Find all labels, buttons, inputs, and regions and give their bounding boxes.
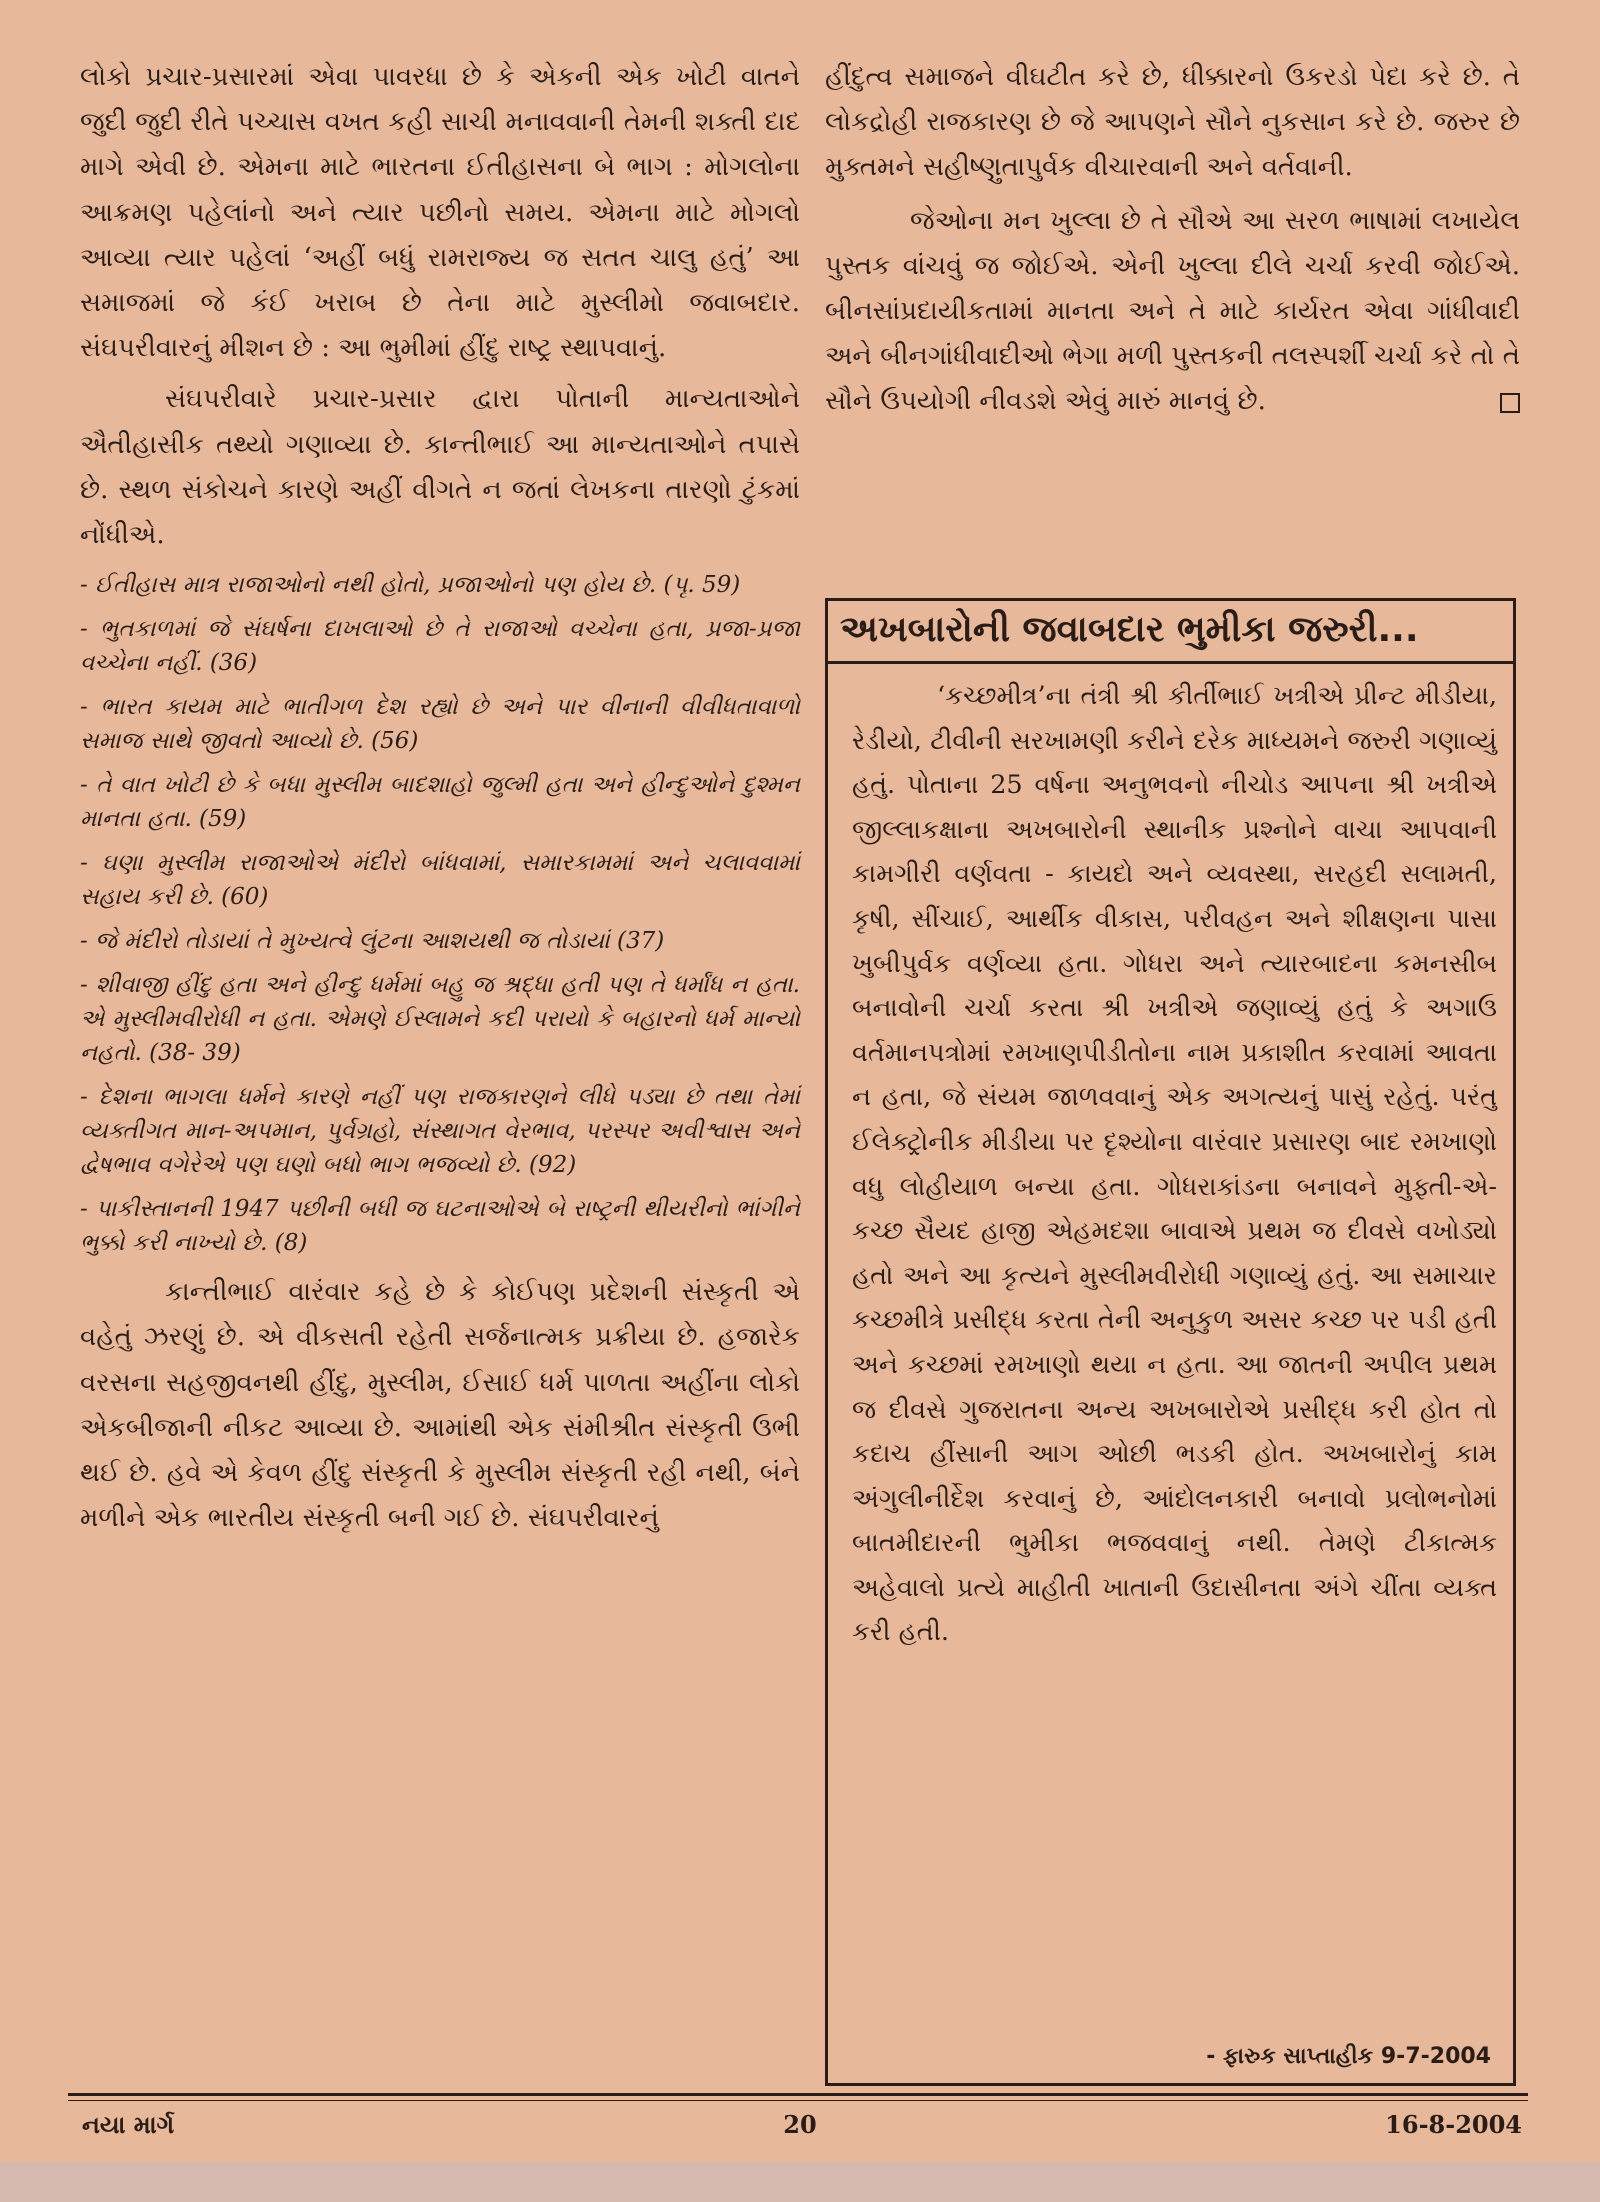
right-column — [825, 55, 1520, 425]
sidebar-box-title: અખબારોની જવાબદાર ભુમીકા જરુરી... — [828, 601, 1513, 664]
end-of-article-icon — [1500, 393, 1520, 413]
sidebar-box-text: ‘કચ્છમીત્ર’ના તંત્રી શ્રી કીર્તીભાઈ ખત્રીએ પ્રીન્ટ મીડીયા, રેડીયો, ટીવીની સરખામણી કરીને દરેક માધ્યમને જરુરી ગણાવ્યું હતું. પોતાના 25 વર્ષના અનુભવનો નીચોડ આપના શ્રી ખત્રીએ જીલ્લાકક્ષાના અખબારોની સ્થાનીક પ્રશ્નોને વાચા આપવાની કામગીરી વર્ણવતા - કાયદો અને વ્યવસ્થા, સરહદી સલામતી, કૃષી, સીંચાઈ, આર્થીક વીકાસ, પરીવહન અને શીક્ષણના પાસા ખુબીપુર્વક વર્ણવ્યા હતા. ગોધરા અને ત્યારબાદના કમનસીબ બનાવોની ચર્ચા કરતા શ્રી ખત્રીએ જણાવ્યું હતું કે અગાઉ વર્તમાનપત્રોમાં રમખાણપીડીતોના નામ પ્રકાશીત કરવામાં આવતા ન હતા, જે સંયમ જાળવવાનું એક અગત્યનું પાસું રહેતું. પરંતુ ઈલેક્ટ્રોનીક મીડીયા પર દૃશ્યોના વારંવાર પ્રસારણ બાદ રમખાણો વધુ લોહીયાળ બન્યા હતા. ગોધરાકાંડના બનાવને મુફ્તી-એ-કચ્છ સૈયદ હાજી એહમદશા બાવાએ પ્રથમ જ દીવસે વખોડ્યો હતો અને આ કૃત્યને મુસ્લીમવીરોધી ગણાવ્યું હતું. આ સમાચાર કચ્છમીત્રે પ્રસીદ્ધ કરતા તેની અનુકુળ અસર કચ્છ પર પડી હતી અને કચ્છમાં રમખાણો થયા ન હતા. આ જાતની અપીલ પ્રથમ જ દીવસે ગુજરાતના અન્ય અખબારોએ પ્રસીદ્ધ કરી હોત તો કદાચ હીંસાની આગ ઓછી ભડકી હોત. અખબારોનું કામ અંગુલીનીર્દેશ કરવાનું છે, આંદોલનકારી બનાવો પ્રલોભનોમાં બાતમીદારની ભુમીકા ભજવવાનું નથી. તેમણે ટીકાત્મક અહેવાલો પ્રત્યે માહીતી ખાતાની ઉદાસીનતા અંગે ચીંતા વ્યક્ત કરી હતી. — [852, 681, 1497, 1648]
footer-rule-thin — [68, 2100, 1528, 2101]
left-paragraph-1: લોકો પ્રચાર-પ્રસારમાં એવા પાવરધા છે કે એકની એક ખોટી વાતને જુદી જુદી રીતે પચ્ચાસ વખત કહી સાચી મનાવવાની તેમની શક્તી દાદ માગે એવી છે. એમના માટે ભારતના ઈતીહાસના બે ભાગ : મોગલોના આક્રમણ પહેલાંનો અને ત્યાર પછીનો સમય. એમના માટે મોગલો આવ્યા ત્યાર પહેલાં ‘અહીં બધું રામરાજ્ય જ સતત ચાલુ હતું’ આ સમાજમાં જે કંઈ ખરાબ છે તેના માટે મુસ્લીમો જવાબદાર. સંઘપરીવારનું મીશન છે : આ ભુમીમાં હીંદુ રાષ્ટ્ર સ્થાપવાનું. — [80, 62, 800, 364]
right-paragraph-2 — [825, 199, 1520, 425]
issue-date: 16-8-2004 — [1385, 2110, 1522, 2139]
sidebar-box-body — [828, 664, 1513, 1655]
page-number: 20 — [783, 2110, 817, 2139]
right-paragraph-1: હીંદુત્વ સમાજને વીઘટીત કરે છે, ધીક્કારનો ઉકરડો પેદા કરે છે. તે લોકદ્રોહી રાજકારણ છે જે આપણને સૌને નુકસાન કરે છે. જરુર છે મુક્તમને સહીષ્ણુતાપુર્વક વીચારવાની અને વર્તવાની. — [825, 62, 1520, 183]
footer-rule — [68, 2093, 1528, 2096]
finding-item: - ભુતકાળમાં જે સંઘર્ષના દાખલાઓ છે તે રાજાઓ વચ્ચેના હતા, પ્રજા-પ્રજા વચ્ચેના નહીં. (36) — [80, 616, 800, 677]
finding-item: - તે વાત ખોટી છે કે બધા મુસ્લીમ બાદશાહો જુલ્મી હતા અને હીન્દુઓને દુશ્મન માનતા હતા. (59) — [80, 772, 800, 833]
finding-item: - ભારત કાયમ માટે ભાતીગળ દેશ રહ્યો છે અને પાર વીનાની વીવીધતાવાળો સમાજ સાથે જીવતો આવ્યો છે. (56) — [80, 694, 800, 755]
left-paragraph-3: કાન્તીભાઈ વારંવાર કહે છે કે કોઈપણ પ્રદેશની સંસ્કૃતી એ વહેતું ઝરણું છે. એ વીકસતી રહેતી સર્જનાત્મક પ્રક્રીયા છે. હજારેક વરસના સહજીવનથી હીંદુ, મુસ્લીમ, ઈસાઈ ધર્મ પાળતા અહીંના લોકો એકબીજાની નીકટ આવ્યા છે. આમાંથી એક સંમીશ્રીત સંસ્કૃતી ઉભી થઈ છે. હવે એ કેવળ હીંદુ સંસ્કૃતી કે મુસ્લીમ સંસ્કૃતી રહી નથી, બંને મળીને એક ભારતીય સંસ્કૃતી બની ગઈ છે. સંઘપરીવારનું — [80, 1277, 800, 1534]
sidebar-box — [825, 598, 1516, 2086]
finding-item: - ઘણા મુસ્લીમ રાજાઓએ મંદીરો બાંધવામાં, સમારકામમાં અને ચલાવવામાં સહાય કરી છે. (60) — [80, 850, 800, 911]
findings-list — [80, 568, 800, 1260]
finding-item: - શીવાજી હીંદુ હતા અને હીન્દુ ધર્મમાં બહુ જ શ્રદ્ધા હતી પણ તે ધર્માંધ ન હતા. એ મુસ્લીમવીરોધી ન હતા. એમણે ઈસ્લામને કદી પરાયો કે બહારનો ધર્મ માન્યો નહતો. (38- 39) — [80, 972, 800, 1067]
finding-item: - જે મંદીરો તોડાયાં તે મુખ્યત્વે લુંટના આશયથી જ તોડાયાં (37) — [80, 928, 665, 955]
finding-item: - ઈતીહાસ માત્ર રાજાઓનો નથી હોતો, પ્રજાઓનો પણ હોય છે. (પૃ. 59) — [80, 572, 741, 599]
sidebar-box-source: - ફારુક સાપ્તાહીક 9-7-2004 — [1206, 2044, 1491, 2069]
publication-name: નયા માર્ગ — [82, 2110, 175, 2139]
page-bottom-edge — [0, 2162, 1600, 2202]
finding-item: - દેશના ભાગલા ધર્મને કારણે નહીં પણ રાજકારણને લીધે પડ્યા છે તથા તેમાં વ્યક્તીગત માન-અપમાન, પુર્વગ્રહો, સંસ્થાગત વેરભાવ, પરસ્પર અવીશ્વાસ અને દ્વેષભાવ વગેરેએ પણ ઘણો બધો ભાગ ભજવ્યો છે. (92) — [80, 1084, 800, 1179]
left-column — [80, 55, 800, 1541]
left-paragraph-2: સંઘપરીવારે પ્રચાર-પ્રસાર દ્વારા પોતાની માન્યતાઓને ઐતીહાસીક તથ્યો ગણાવ્યા છે. કાન્તીભાઈ આ માન્યતાઓને તપાસે છે. સ્થળ સંકોચને કારણે અહીં વીગતે ન જતાં લેખકના તારણો ટુંકમાં નોંધીએ. — [80, 384, 800, 551]
finding-item: - પાકીસ્તાનની 1947 પછીની બધી જ ઘટનાઓએ બે રાષ્ટ્રની થીયરીનો ભાંગીને ભુક્કો કરી નાખ્યો છે. (8) — [80, 1196, 800, 1257]
right-paragraph-2-text: જેઓના મન ખુલ્લા છે તે સૌએ આ સરળ ભાષામાં લખાયેલ પુસ્તક વાંચવું જ જોઈએ. એની ખુલ્લા દીલે ચર્ચા કરવી જોઈએ. બીનસાંપ્રદાયીકતામાં માનતા અને તે માટે કાર્યરત એવા ગાંધીવાદી અને બીનગાંધીવાદીઓ ભેગા મળી પુસ્તકની તલસ્પર્શી ચર્ચા કરે તો તે સૌને ઉપયોગી નીવડશે એવું મારું માનવું છે. — [825, 205, 1520, 417]
